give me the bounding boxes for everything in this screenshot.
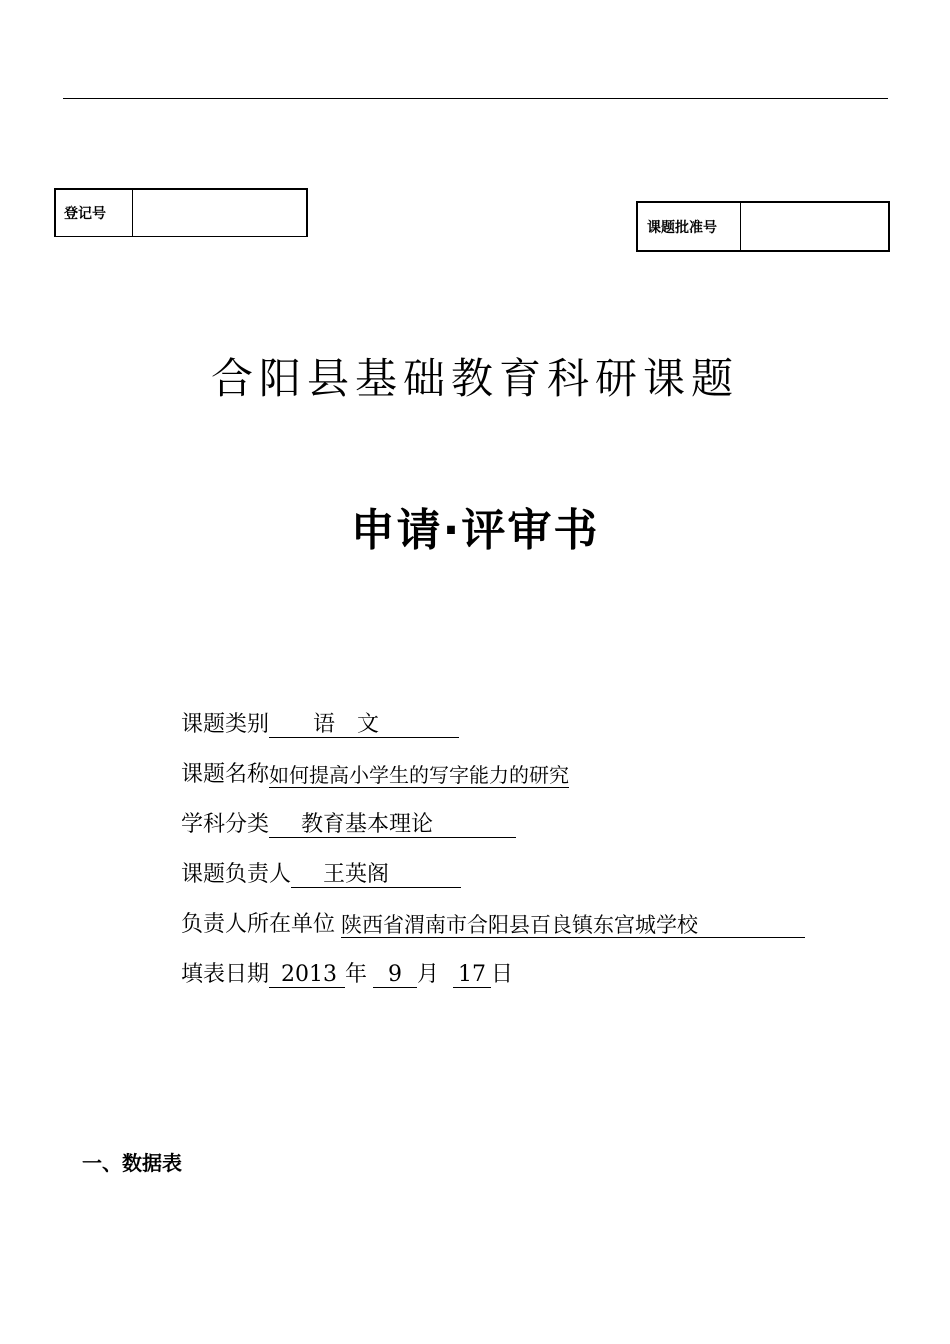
registration-label: 登记号 — [56, 190, 133, 236]
date-year-unit: 年 — [345, 962, 368, 987]
name-label: 课题名称 — [181, 762, 270, 787]
date-day-unit: 日 — [491, 962, 514, 987]
date-month-unit: 月 — [417, 962, 440, 987]
unit-row — [181, 908, 805, 938]
category-value: 语 文 — [269, 713, 459, 738]
category-row — [181, 708, 459, 738]
date-year: 2013 — [269, 963, 345, 988]
date-month: 9 — [373, 963, 417, 988]
date-row — [181, 958, 513, 988]
section-heading: 一、数据表 — [82, 1151, 182, 1175]
approval-label: 课题批准号 — [638, 203, 741, 250]
approval-field[interactable] — [741, 203, 888, 250]
name-value: 如何提高小学生的写字能力的研究 — [269, 763, 570, 787]
date-day: 17 — [453, 963, 491, 988]
registration-field[interactable] — [133, 190, 306, 236]
document-title: 合阳县基础教育科研课题 — [210, 354, 739, 403]
category-label: 课题类别 — [181, 712, 270, 737]
registration-box — [54, 188, 308, 237]
subject-value: 教育基本理论 — [269, 813, 516, 838]
subject-label: 学科分类 — [181, 812, 270, 837]
leader-label: 课题负责人 — [181, 862, 292, 887]
date-label: 填表日期 — [181, 962, 270, 987]
leader-value: 王英阁 — [291, 863, 461, 888]
unit-value: 陕西省渭南市合阳县百良镇东宫城学校 — [341, 913, 805, 938]
approval-box — [636, 201, 890, 252]
top-rule — [63, 98, 888, 99]
subject-row — [181, 808, 516, 838]
leader-row — [181, 858, 461, 888]
unit-label: 负责人所在单位 — [181, 912, 336, 937]
document-subtitle: 申请·评审书 — [350, 505, 600, 556]
name-row — [181, 758, 569, 788]
